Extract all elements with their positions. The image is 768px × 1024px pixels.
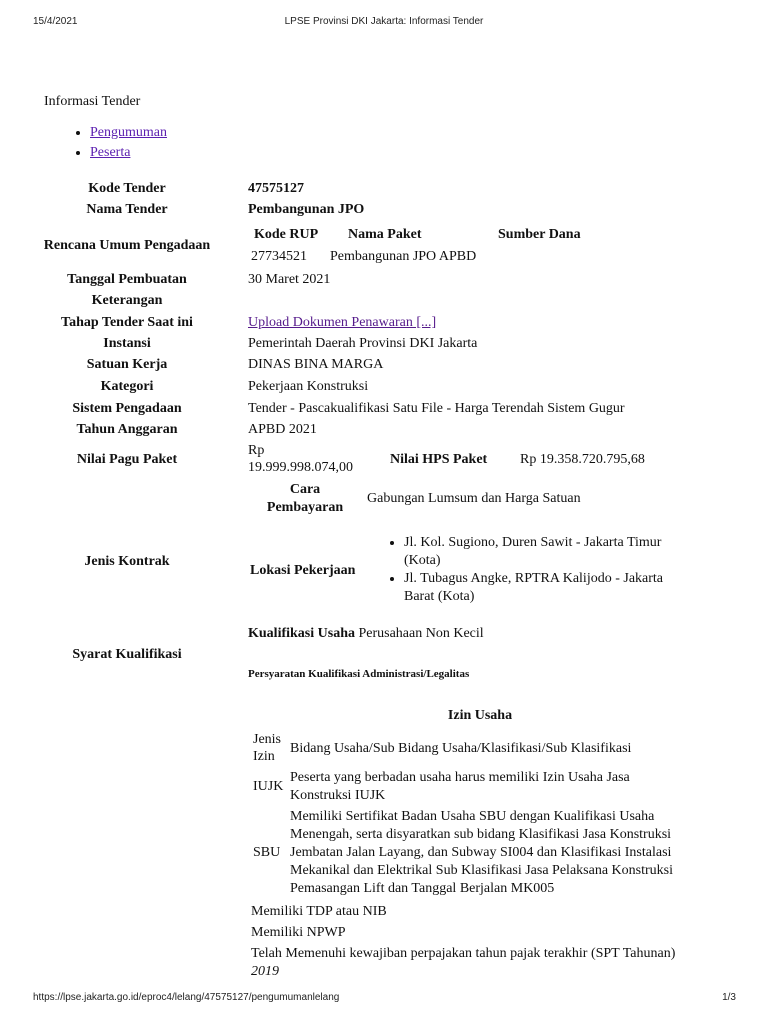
kualifikasi-usaha-label: Kualifikasi Usaha	[248, 626, 355, 641]
tahun-value: APBD 2021	[248, 422, 317, 437]
rup-header-nama: Nama Paket	[348, 227, 422, 242]
rup-header-sumber: Sumber Dana	[498, 227, 581, 242]
satuan-kerja-value: DINAS BINA MARGA	[248, 357, 384, 372]
tanggal-value: 30 Maret 2021	[248, 272, 331, 287]
pagu-label: Nilai Pagu Paket	[76, 452, 178, 467]
print-date: 15/4/2021	[33, 16, 78, 27]
sbu-line-3: Jembatan Jalan Layang, dan Subway SI004 dan Klasifikasi Instalasi	[290, 845, 672, 860]
keterangan-label: Keterangan	[91, 293, 163, 308]
hps-label: Nilai HPS Paket	[390, 452, 488, 467]
izin-jenis-header-1: Jenis	[253, 732, 281, 747]
rup-label: Rencana Umum Pengadaan	[43, 238, 211, 253]
tab-pengumuman	[90, 124, 167, 142]
lokasi-label: Lokasi Pekerjaan	[250, 563, 356, 578]
page-number: 1/3	[722, 992, 736, 1003]
hps-value: Rp 19.358.720.795,68	[520, 452, 645, 467]
iujk-line-2: Konstruksi IUJK	[290, 788, 386, 803]
kode-tender-label: Kode Tender	[88, 181, 166, 196]
izin-bidang-header: Bidang Usaha/Sub Bidang Usaha/Klasifikasi/Sub Klasifikasi	[290, 741, 632, 756]
kode-tender-value: 47575127	[248, 181, 304, 196]
lokasi-list	[386, 534, 714, 606]
jenis-kontrak-label: Jenis Kontrak	[84, 554, 170, 569]
tab-list	[72, 124, 167, 164]
kategori-label: Kategori	[100, 379, 154, 394]
rup-header-kode: Kode RUP	[254, 227, 319, 242]
admin-legalitas-title: Persyaratan Kualifikasi Administrasi/Legalitas	[248, 668, 470, 680]
tahap-link[interactable]: Upload Dokumen Penawaran [...]	[248, 315, 437, 330]
kualifikasi-usaha	[248, 625, 484, 643]
tab-peserta-link[interactable]: Peserta	[90, 145, 131, 160]
syarat-pajak-year: 2019	[251, 964, 279, 979]
tahun-label: Tahun Anggaran	[76, 422, 178, 437]
sistem-label: Sistem Pengadaan	[72, 401, 182, 416]
tab-peserta	[90, 144, 167, 162]
syarat-npwp: Memiliki NPWP	[251, 925, 346, 940]
cara-pembayaran-value: Gabungan Lumsum dan Harga Satuan	[367, 491, 581, 506]
syarat-pajak: Telah Memenuhi kewajiban perpajakan tahun pajak terakhir (SPT Tahunan)	[251, 946, 676, 961]
sbu-jenis: SBU	[253, 845, 281, 860]
nama-tender-label: Nama Tender	[86, 202, 168, 217]
izin-usaha-title: Izin Usaha	[447, 708, 513, 723]
syarat-tdp: Memiliki TDP atau NIB	[251, 904, 387, 919]
page-title: Informasi Tender	[44, 94, 141, 109]
syarat-label: Syarat Kualifikasi	[72, 647, 182, 662]
sbu-line-1: Memiliki Sertifikat Badan Usaha SBU dengan Kualifikasi Usaha	[290, 809, 655, 824]
izin-jenis-header-2: Izin	[253, 749, 275, 764]
iujk-line-1: Peserta yang berbadan usaha harus memiliki Izin Usaha Jasa	[290, 770, 630, 785]
kualifikasi-usaha-value: Perusahaan Non Kecil	[358, 626, 484, 641]
tahap-label: Tahap Tender Saat ini	[61, 315, 193, 330]
satuan-kerja-label: Satuan Kerja	[86, 357, 168, 372]
pagu-value-amount: 19.999.998.074,00	[248, 460, 353, 475]
lokasi-item: • Jl. Kol. Sugiono, Duren Sawit - Jakarta Timur (Kota)	[404, 534, 714, 570]
iujk-jenis: IUJK	[253, 779, 284, 794]
sbu-line-5: Pemasangan Lift dan Tanggal Berjalan MK005	[290, 881, 555, 896]
tanggal-label: Tanggal Pembuatan	[67, 272, 187, 287]
cara-pembayaran-label-2: Pembayaran	[266, 500, 344, 515]
print-title: LPSE Provinsi DKI Jakarta: Informasi Tender	[284, 16, 484, 27]
sistem-value: Tender - Pascakualifikasi Satu File - Harga Terendah Sistem Gugur	[248, 401, 625, 416]
cara-pembayaran-label-1: Cara	[289, 482, 321, 497]
kategori-value: Pekerjaan Konstruksi	[248, 379, 369, 394]
instansi-value: Pemerintah Daerah Provinsi DKI Jakarta	[248, 336, 478, 351]
sbu-line-2: Menengah, serta disyaratkan sub bidang Klasifikasi Jasa Konstruksi	[290, 827, 672, 842]
rup-kode-value: 27734521	[251, 249, 307, 264]
lokasi-item: • Jl. Tubagus Angke, RPTRA Kalijodo - Jakarta Barat (Kota)	[404, 570, 714, 606]
pagu-value-currency: Rp	[248, 443, 265, 458]
instansi-label: Instansi	[103, 336, 151, 351]
tab-pengumuman-link[interactable]: Pengumuman	[90, 125, 167, 140]
nama-tender-value: Pembangunan JPO	[248, 202, 365, 217]
print-url: https://lpse.jakarta.go.id/eproc4/lelang/47575127/pengumumanlelang	[33, 992, 340, 1003]
sbu-line-4: Mekanikal dan Elektrikal Sub Klasifikasi Jasa Pelaksana Konstruksi	[290, 863, 673, 878]
rup-nama-value: Pembangunan JPO APBD	[330, 249, 477, 264]
